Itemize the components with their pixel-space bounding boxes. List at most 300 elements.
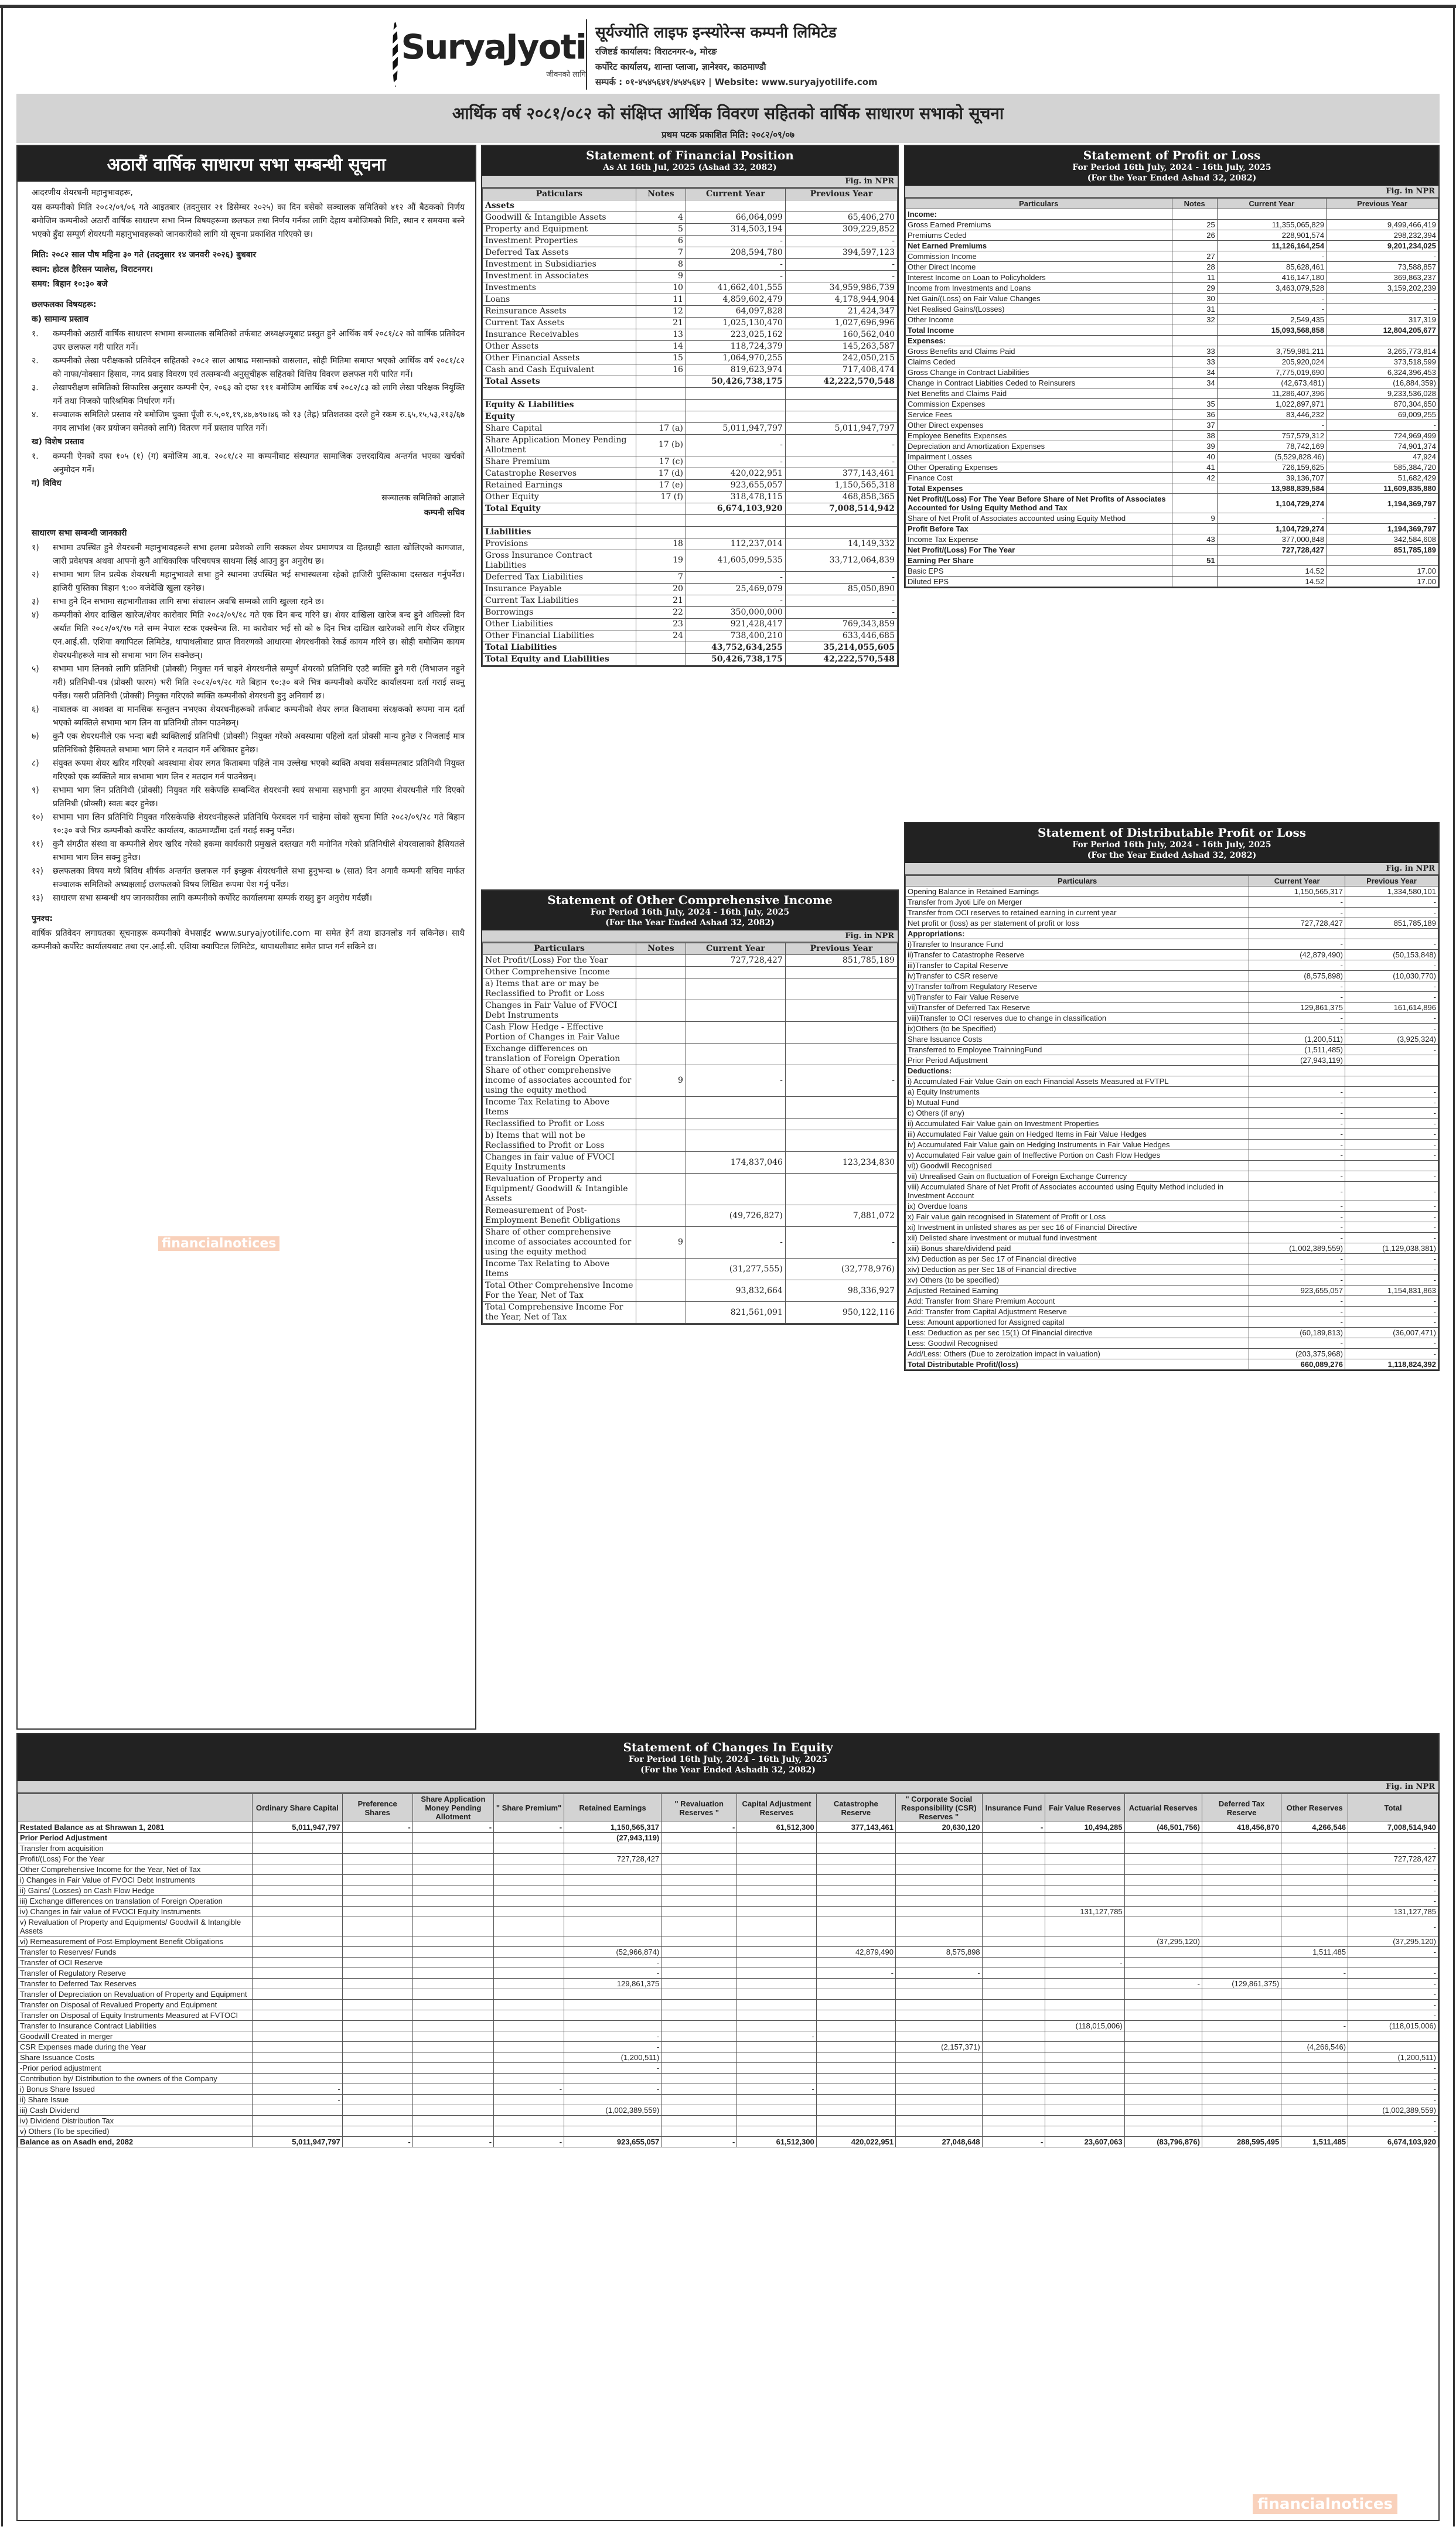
row-label: i) Changes in Fair Value of FVOCI Debt Instruments bbox=[18, 1875, 253, 1885]
row-label: Contribution by/ Distribution to the owners of the Company bbox=[18, 2074, 253, 2084]
value-cell: - bbox=[1345, 1140, 1438, 1150]
meeting-venue: स्थान: होटल हैरिसन प्यालेस, विराटनगर। bbox=[32, 265, 153, 274]
value-cell bbox=[737, 1843, 816, 1854]
value-cell bbox=[252, 1947, 342, 1958]
value-cell bbox=[1202, 2116, 1281, 2126]
item-number: १२) bbox=[32, 867, 44, 876]
value-cell bbox=[661, 2084, 737, 2095]
value-cell: 7,008,514,942 bbox=[785, 503, 897, 514]
list-item bbox=[32, 450, 465, 477]
row-label: Other Comprehensive Income bbox=[483, 967, 636, 978]
financial-position-panel bbox=[481, 145, 899, 667]
column-header: Current Year bbox=[1217, 199, 1326, 209]
value-cell: - bbox=[686, 595, 785, 606]
note-cell: 4 bbox=[636, 212, 686, 223]
value-cell: - bbox=[1348, 1885, 1438, 1896]
table-row bbox=[906, 1045, 1438, 1055]
value-cell bbox=[1202, 1854, 1281, 1864]
item-number: ४. bbox=[32, 410, 39, 420]
value-cell bbox=[1124, 1896, 1202, 1907]
value-cell bbox=[342, 2126, 412, 2137]
panel-subtitle-2: (For the Year Ended Ashadh 32, 2082) bbox=[640, 1765, 816, 1775]
changes-in-equity-table bbox=[18, 1793, 1438, 2147]
value-cell bbox=[816, 1979, 895, 1989]
value-cell bbox=[982, 1896, 1045, 1907]
value-cell: - bbox=[1348, 1864, 1438, 1875]
table-row bbox=[18, 1822, 1438, 1833]
row-label: iii) Cash Dividend bbox=[18, 2105, 253, 2116]
value-cell bbox=[686, 411, 785, 422]
table-row bbox=[906, 566, 1438, 577]
note-cell bbox=[636, 1174, 686, 1205]
note-cell bbox=[1172, 388, 1217, 399]
value-cell bbox=[1124, 1947, 1202, 1958]
value-cell bbox=[1124, 2126, 1202, 2137]
value-cell bbox=[1045, 2000, 1124, 2010]
panel-title: Statement of Financial Position bbox=[586, 148, 794, 162]
value-cell bbox=[1202, 2126, 1281, 2137]
value-cell bbox=[564, 1875, 661, 1885]
value-cell: (1,200,511) bbox=[1348, 2052, 1438, 2063]
row-label: Other Direct Income bbox=[906, 262, 1172, 272]
value-cell bbox=[816, 2042, 895, 2052]
value-cell: 727,728,427 bbox=[1348, 1854, 1438, 1864]
value-cell bbox=[494, 2021, 564, 2031]
value-cell: 10,494,285 bbox=[1045, 1822, 1124, 1833]
row-label: Cash Flow Hedge - Effective Portion of Changes in Fair Value bbox=[483, 1022, 636, 1044]
value-cell: - bbox=[1249, 992, 1345, 1003]
value-cell: 7,008,514,940 bbox=[1348, 1822, 1438, 1833]
value-cell bbox=[785, 387, 897, 399]
value-cell bbox=[896, 2105, 983, 2116]
value-cell bbox=[737, 2116, 816, 2126]
table-row bbox=[483, 1205, 898, 1227]
value-cell: - bbox=[1249, 1182, 1345, 1201]
value-cell bbox=[737, 1864, 816, 1875]
value-cell bbox=[686, 1119, 785, 1130]
value-cell bbox=[1045, 2063, 1124, 2074]
panel-subtitle-2: (For the Year Ended Ashad 32, 2082) bbox=[1087, 173, 1257, 183]
value-cell: (37,295,120) bbox=[1348, 1936, 1438, 1947]
value-cell bbox=[737, 2074, 816, 2084]
value-cell bbox=[412, 1968, 493, 1979]
table-row bbox=[18, 2105, 1438, 2116]
table-row bbox=[906, 357, 1438, 367]
value-cell: 2,549,435 bbox=[1217, 315, 1326, 325]
item-text: सभामा भाग लिन प्रत्येक शेयरधनी महानुभावले सभा हुने स्थानमा उपस्थित भई सभास्थलमा रहेको हाजिरी पुस्तिकामा दस्तखत गर्नुपर्नेछ। हाजिरी पुस्तिका बिहान ९:०० बजेदेखि खुला रहनेछ। bbox=[53, 570, 465, 593]
value-cell: (1,511,485) bbox=[1249, 1045, 1345, 1055]
value-cell: - bbox=[1249, 939, 1345, 950]
value-cell bbox=[412, 1843, 493, 1854]
value-cell: - bbox=[1348, 2000, 1438, 2010]
value-cell: - bbox=[686, 571, 785, 583]
value-cell bbox=[494, 2052, 564, 2063]
value-cell: 13,988,839,584 bbox=[1217, 483, 1326, 494]
value-cell: 769,343,859 bbox=[785, 618, 897, 630]
value-cell: - bbox=[342, 2137, 412, 2147]
table-row bbox=[483, 1152, 898, 1174]
row-label: Basic EPS bbox=[906, 566, 1172, 577]
note-cell bbox=[636, 1097, 686, 1119]
value-cell: - bbox=[1345, 1317, 1438, 1328]
value-cell: 11,355,065,829 bbox=[1217, 220, 1326, 230]
value-cell: 4,266,546 bbox=[1281, 1822, 1348, 1833]
value-cell: 1,104,729,274 bbox=[1217, 524, 1326, 534]
value-cell bbox=[564, 2000, 661, 2010]
value-cell bbox=[982, 1968, 1045, 1979]
table-row bbox=[906, 1034, 1438, 1045]
value-cell bbox=[1124, 2052, 1202, 2063]
value-cell bbox=[661, 1936, 737, 1947]
value-cell: 61,512,300 bbox=[737, 1822, 816, 1833]
value-cell bbox=[494, 1875, 564, 1885]
table-row bbox=[483, 606, 898, 618]
value-cell: - bbox=[1348, 1896, 1438, 1907]
value-cell bbox=[564, 1864, 661, 1875]
note-cell: 19 bbox=[636, 550, 686, 571]
note-cell bbox=[636, 955, 686, 967]
row-label: Net Benefits and Claims Paid bbox=[906, 388, 1172, 399]
value-cell bbox=[816, 1917, 895, 1936]
value-cell bbox=[564, 1885, 661, 1896]
value-cell bbox=[1045, 2052, 1124, 2063]
value-cell bbox=[494, 1864, 564, 1875]
value-cell bbox=[1202, 1989, 1281, 2000]
value-cell: (50,153,848) bbox=[1345, 950, 1438, 960]
value-cell: - bbox=[252, 2084, 342, 2095]
value-cell bbox=[816, 2116, 895, 2126]
value-cell bbox=[816, 1885, 895, 1896]
row-label: Diluted EPS bbox=[906, 577, 1172, 587]
table-row bbox=[906, 981, 1438, 992]
list-item bbox=[32, 381, 465, 408]
value-cell bbox=[342, 1864, 412, 1875]
column-header: Ordinary Share Capital bbox=[252, 1794, 342, 1822]
value-cell bbox=[982, 2095, 1045, 2105]
value-cell: 145,263,587 bbox=[785, 340, 897, 352]
table-row bbox=[906, 325, 1438, 336]
value-cell bbox=[661, 2074, 737, 2084]
row-label: Service Fees bbox=[906, 410, 1172, 420]
list-item bbox=[32, 703, 465, 730]
value-cell: 50,426,738,175 bbox=[686, 653, 785, 665]
value-cell: - bbox=[982, 2137, 1045, 2147]
info-heading: साधारण सभा सम्बन्धी जानकारी bbox=[32, 528, 127, 538]
row-label: a) Items that are or may be Reclassified to Profit or Loss bbox=[483, 978, 636, 1000]
table-row bbox=[18, 1896, 1438, 1907]
item-number: ६) bbox=[32, 705, 39, 714]
list-item bbox=[32, 663, 465, 703]
table-row bbox=[483, 1097, 898, 1119]
company-header bbox=[393, 18, 1096, 91]
value-cell bbox=[982, 1885, 1045, 1896]
value-cell: - bbox=[1345, 1171, 1438, 1182]
value-cell bbox=[816, 2063, 895, 2074]
value-cell: 6,324,396,453 bbox=[1327, 367, 1438, 378]
value-cell: - bbox=[1281, 1968, 1348, 1979]
value-cell bbox=[1045, 1968, 1124, 1979]
value-cell bbox=[494, 1896, 564, 1907]
value-cell bbox=[737, 1833, 816, 1843]
misc-heading: ग) विविध bbox=[32, 479, 62, 488]
value-cell bbox=[494, 1989, 564, 2000]
value-cell: 5,011,947,797 bbox=[252, 1822, 342, 1833]
value-cell: 131,127,785 bbox=[1348, 1907, 1438, 1917]
table-row bbox=[906, 908, 1438, 918]
value-cell: (60,189,813) bbox=[1249, 1328, 1345, 1338]
value-cell: 5,011,947,797 bbox=[252, 2137, 342, 2147]
value-cell bbox=[982, 1958, 1045, 1968]
panel-title: Statement of Changes In Equity bbox=[623, 1740, 833, 1754]
info-list bbox=[32, 541, 465, 905]
table-row bbox=[18, 1843, 1438, 1854]
profit-loss-table bbox=[905, 198, 1438, 587]
table-row bbox=[906, 209, 1438, 220]
table-row bbox=[18, 1989, 1438, 2000]
note-cell: 33 bbox=[1172, 346, 1217, 357]
value-cell: - bbox=[494, 1822, 564, 1833]
value-cell: - bbox=[564, 2084, 661, 2095]
table-row bbox=[18, 1875, 1438, 1885]
value-cell bbox=[661, 2105, 737, 2116]
row-label: Share Premium bbox=[483, 456, 636, 468]
value-cell bbox=[494, 2116, 564, 2126]
value-cell: 23,607,063 bbox=[1045, 2137, 1124, 2147]
value-cell bbox=[494, 2126, 564, 2137]
table-row bbox=[906, 220, 1438, 230]
note-cell: 42 bbox=[1172, 473, 1217, 483]
value-cell bbox=[1281, 1989, 1348, 2000]
value-cell bbox=[896, 2074, 983, 2084]
value-cell bbox=[342, 2084, 412, 2095]
value-cell bbox=[252, 2126, 342, 2137]
value-cell: 923,655,057 bbox=[686, 479, 785, 491]
value-cell: - bbox=[1249, 1013, 1345, 1024]
value-cell bbox=[412, 1875, 493, 1885]
value-cell bbox=[342, 2074, 412, 2084]
banner-subtitle: प्रथम पटक प्रकाशित मिति: २०८२/०९/०७ bbox=[661, 129, 795, 140]
note-cell: 25 bbox=[1172, 220, 1217, 230]
value-cell bbox=[412, 1864, 493, 1875]
value-cell bbox=[1217, 555, 1326, 566]
value-cell: - bbox=[1249, 1097, 1345, 1108]
table-row bbox=[18, 1979, 1438, 1989]
note-cell bbox=[636, 526, 686, 538]
table-row bbox=[483, 364, 898, 376]
value-cell bbox=[785, 514, 897, 526]
value-cell bbox=[896, 2126, 983, 2137]
table-row bbox=[906, 1140, 1438, 1150]
value-cell bbox=[412, 1896, 493, 1907]
value-cell: - bbox=[1249, 1201, 1345, 1212]
note-cell bbox=[1172, 483, 1217, 494]
value-cell: 1,511,485 bbox=[1281, 2137, 1348, 2147]
value-cell: - bbox=[785, 270, 897, 282]
panel-header bbox=[482, 891, 898, 930]
value-cell bbox=[1045, 1947, 1124, 1958]
row-label: Retained Earnings bbox=[483, 479, 636, 491]
agenda-heading: छलफलका विषयहरू: bbox=[32, 300, 97, 309]
value-cell: 9,201,234,025 bbox=[1327, 241, 1438, 251]
value-cell: 377,143,461 bbox=[785, 468, 897, 479]
value-cell bbox=[1202, 1843, 1281, 1854]
item-text: नाबालक वा अशक्त वा मानसिक सन्तुलन नभएका शेयरधनीहरूको तर्फबाट कम्पनीको शेयर लगत किताबमा संरक्षकको रूपमा नाम दर्ता भएको ब्यक्तिले सभामा भाग लिन वा प्रतिनिधी तोक्न पाउनेछन्। bbox=[53, 705, 465, 728]
value-cell: - bbox=[412, 2137, 493, 2147]
company-name-np: सूर्यज्योति लाइफ इन्स्योरेन्स कम्पनी लिमिटेड bbox=[595, 23, 837, 42]
row-label: Provisions bbox=[483, 538, 636, 550]
value-cell bbox=[342, 1917, 412, 1936]
value-cell bbox=[816, 2084, 895, 2095]
note-cell bbox=[636, 1205, 686, 1227]
value-cell bbox=[785, 1022, 897, 1044]
list-item bbox=[32, 730, 465, 757]
row-label: Income: bbox=[906, 209, 1172, 220]
value-cell: - bbox=[1249, 1212, 1345, 1222]
row-label: ii) Accumulated Fair Value gain on Investment Properties bbox=[906, 1119, 1249, 1129]
value-cell bbox=[1202, 1885, 1281, 1896]
value-cell: 50,426,738,175 bbox=[686, 376, 785, 387]
value-cell bbox=[494, 1958, 564, 1968]
value-cell: 950,122,116 bbox=[785, 1302, 897, 1324]
value-cell bbox=[1345, 929, 1438, 939]
value-cell bbox=[252, 2116, 342, 2126]
value-cell bbox=[816, 1875, 895, 1885]
note-cell: 29 bbox=[1172, 283, 1217, 294]
value-cell: 85,050,890 bbox=[785, 583, 897, 595]
panel-subtitle-2: (For the Year Ended Ashad 32, 2082) bbox=[1087, 850, 1257, 860]
value-cell: 1,154,831,863 bbox=[1345, 1286, 1438, 1296]
value-cell: - bbox=[1327, 294, 1438, 304]
value-cell: 1,511,485 bbox=[1281, 1947, 1348, 1958]
note-cell bbox=[1172, 494, 1217, 513]
table-row bbox=[906, 1171, 1438, 1182]
table-row bbox=[483, 491, 898, 503]
row-label: Changes in Fair Value of FVOCI Debt Instruments bbox=[483, 1000, 636, 1022]
value-cell bbox=[342, 1854, 412, 1864]
value-cell bbox=[1249, 1066, 1345, 1076]
value-cell: - bbox=[1348, 2116, 1438, 2126]
row-label: Changes in fair value of FVOCI Equity Instruments bbox=[483, 1152, 636, 1174]
value-cell bbox=[1045, 1896, 1124, 1907]
value-cell bbox=[785, 1000, 897, 1022]
value-cell: (1,129,038,381) bbox=[1345, 1243, 1438, 1254]
value-cell bbox=[342, 1833, 412, 1843]
value-cell: 51,682,429 bbox=[1327, 473, 1438, 483]
value-cell bbox=[816, 2010, 895, 2021]
value-cell bbox=[1348, 2031, 1438, 2042]
table-row bbox=[18, 2010, 1438, 2021]
value-cell: 1,104,729,274 bbox=[1217, 494, 1326, 513]
value-cell: - bbox=[1348, 2095, 1438, 2105]
table-row bbox=[483, 282, 898, 294]
table-row bbox=[906, 918, 1438, 929]
item-text: साधारण सभा सम्बन्धी थप जानकारीका लागि कम्पनीको कर्पोरेट कार्यालयमा सम्पर्क राख्नु हुन अनुरोध गर्दछौं। bbox=[53, 894, 373, 903]
note-cell bbox=[636, 399, 686, 411]
value-cell: 3,265,773,814 bbox=[1327, 346, 1438, 357]
value-cell: - bbox=[1281, 2021, 1348, 2031]
table-row bbox=[906, 304, 1438, 315]
row-label: Earning Per Share bbox=[906, 555, 1172, 566]
value-cell bbox=[982, 1917, 1045, 1936]
value-cell bbox=[1202, 1958, 1281, 1968]
value-cell: - bbox=[1345, 1119, 1438, 1129]
table-row bbox=[483, 468, 898, 479]
value-cell: - bbox=[785, 595, 897, 606]
list-item bbox=[32, 811, 465, 838]
value-cell bbox=[412, 1854, 493, 1864]
value-cell bbox=[896, 1958, 983, 1968]
note-cell bbox=[1172, 524, 1217, 534]
row-label: Share Issuance Costs bbox=[906, 1034, 1249, 1045]
value-cell: - bbox=[1345, 981, 1438, 992]
value-cell: 726,159,625 bbox=[1217, 462, 1326, 473]
table-row bbox=[483, 978, 898, 1000]
table-row bbox=[483, 1259, 898, 1280]
value-cell: 25,469,079 bbox=[686, 583, 785, 595]
value-cell bbox=[1281, 2095, 1348, 2105]
note-cell: 27 bbox=[1172, 251, 1217, 262]
note-cell: 8 bbox=[636, 258, 686, 270]
value-cell bbox=[896, 1864, 983, 1875]
row-label: ii) Gains/ (Losses) on Cash Flow Hedge bbox=[18, 1885, 253, 1896]
note-cell bbox=[636, 514, 686, 526]
note-cell bbox=[636, 503, 686, 514]
item-text: कम्पनीको अठारौं वार्षिक साधारण सभामा सञ्चालक समितिको तर्फबाट अध्यक्षज्यूबाट प्रस्तुत हुने आर्थिक वर्ष २०८१/८२ को वार्षिक प्रतिवेदन उपर छलफल गरी पारित गर्ने। bbox=[53, 329, 465, 352]
column-header: Preference Shares bbox=[342, 1794, 412, 1822]
value-cell bbox=[1281, 1936, 1348, 1947]
value-cell: 11,286,407,396 bbox=[1217, 388, 1326, 399]
item-text: छलफलका विषय मध्ये बिविध शीर्षक अन्तर्गत छलफल गर्न इच्छुक शेयरधनीले सभा हुनुभन्दा ७ (सात) दिन अगावै कम्पनी सचिव मार्फत सञ्चालक समितिको अध्यक्षलाई छलफलको विषय लिखित रूपमा पेश गर्नु पर्नेछ। bbox=[53, 867, 465, 889]
value-cell bbox=[661, 1947, 737, 1958]
row-label: iv)Transfer to CSR reserve bbox=[906, 971, 1249, 981]
value-cell bbox=[686, 1022, 785, 1044]
value-cell: - bbox=[1348, 2126, 1438, 2137]
value-cell bbox=[982, 1864, 1045, 1875]
value-cell: 377,000,848 bbox=[1217, 534, 1326, 545]
value-cell bbox=[412, 1907, 493, 1917]
agm-notice bbox=[16, 145, 476, 1730]
panel-subtitle-2: (For the Year Ended Ashad 32, 2082) bbox=[605, 918, 775, 928]
value-cell bbox=[816, 2031, 895, 2042]
table-row bbox=[483, 456, 898, 468]
table-row bbox=[906, 346, 1438, 357]
value-cell bbox=[564, 1989, 661, 2000]
row-label: a) Equity Instruments bbox=[906, 1087, 1249, 1097]
table-row bbox=[906, 272, 1438, 283]
table-row bbox=[906, 420, 1438, 431]
table-row bbox=[18, 2095, 1438, 2105]
value-cell bbox=[1217, 209, 1326, 220]
currency-note: Fig. in NPR bbox=[482, 176, 898, 188]
table-row bbox=[906, 1129, 1438, 1140]
note-cell: 18 bbox=[636, 538, 686, 550]
value-cell bbox=[252, 2042, 342, 2052]
list-item bbox=[32, 609, 465, 663]
value-cell bbox=[982, 1833, 1045, 1843]
value-cell bbox=[342, 2042, 412, 2052]
note-cell bbox=[636, 1259, 686, 1280]
value-cell: 35,214,055,605 bbox=[785, 642, 897, 653]
row-label: Share of other comprehensive income of associates accounted for using the equity method bbox=[483, 1227, 636, 1259]
value-cell: (1,200,511) bbox=[1249, 1034, 1345, 1045]
value-cell bbox=[342, 2063, 412, 2074]
value-cell bbox=[1202, 2021, 1281, 2031]
table-row bbox=[906, 1066, 1438, 1076]
row-label: Transfer of Depreciation on Revaluation of Property and Equipment bbox=[18, 1989, 253, 2000]
row-label: Exchange differences on translation of Foreign Operation bbox=[483, 1044, 636, 1065]
value-cell bbox=[982, 1854, 1045, 1864]
value-cell bbox=[1045, 2084, 1124, 2095]
